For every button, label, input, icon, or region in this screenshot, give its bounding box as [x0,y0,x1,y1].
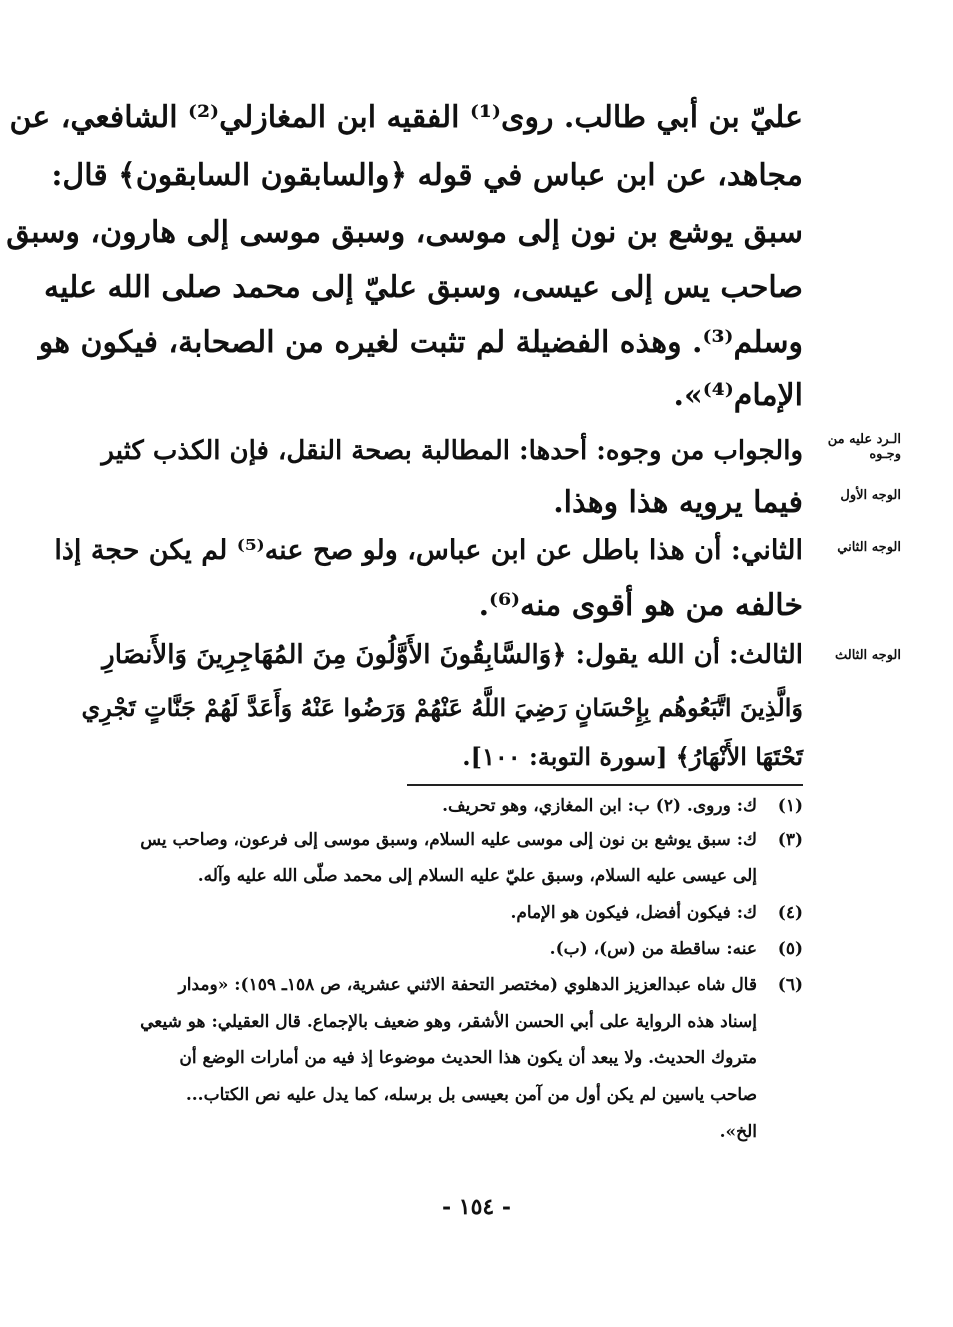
body-line-2: مجاهد، عن ابن عباس في قوله ﴿والسابقون السابقون﴾ قال: [51,158,803,193]
footnote-number: (٦) [777,975,803,995]
body-line-10: خالفه من هو أقوى منه⁽⁶⁾. [478,588,803,623]
footnote-separator [407,784,803,786]
body-line-13: تَحْتَهَا الأَنْهَارُ﴾ [سورة التوبة: ١٠٠]. [462,742,803,771]
footnote-text: إسناد هذه الرواية على أبي الحسن الأشقر، وهو ضعيف بالإجماع. قال العقيلي: هو شيعي [140,1012,757,1032]
body-line-4: صاحب يس إلى عيسى، وسبق عليّ إلى محمد صلى الله عليه [44,270,803,305]
body-line-1: عليّ بن أبي طالب. روى⁽¹⁾ الفقيه ابن المغازلي⁽²⁾ الشافعي، عن [9,100,803,135]
body-line-7: والجواب من وجوه: أحدها: المطالبة بصحة النقل، فإن الكذب كثير [101,436,803,466]
footnote-number: (١) [777,796,803,816]
footnote-text: متروك الحديث. ولا يبعد أن يكون هذا الحديث موضوعا إذ فيه من أمارات الوضع أن [179,1048,757,1068]
margin-note-first-aspect: الوجه الأول [840,488,901,503]
body-line-12: وَالَّذِينَ اتَّبَعُوهُم بِإِحْسَانٍ رَضِيَ اللَّهُ عَنْهُمْ وَرَضُوا عَنْهُ وَأَعَدَّ لَهُمْ جَنَّاتٍ تَجْرِي [81,693,803,722]
body-line-5: وسلم⁽³⁾. وهذه الفضيلة لم تثبت لغيره من الصحابة، فيكون هو [38,325,803,360]
footnote-number: (٤) [777,903,803,923]
footnote-text: ك: فيكون أفضل، فيكون هو الإمام. [510,903,757,923]
margin-note-refutation: الـرد عليه من وجـوه [827,432,901,462]
footnote-text: ك: وروى. (٢) ب: ابن المغازي، وهو تحريف. [442,796,757,816]
margin-note-second-aspect: الوجه الثاني [837,540,901,555]
footnote-text: ك: سبق يوشع بن نون إلى موسى عليه السلام، وسبق موسى إلى فرعون، وصاحب يس [140,830,757,850]
body-line-9: الثاني: أن هذا باطل عن ابن عباس، ولو صح عنه⁽⁵⁾ لم يكن حجة إذا [54,535,803,566]
page-number: - ١٥٤ - [441,1194,512,1220]
margin-note-third-aspect: الوجه الثالث [834,648,901,663]
footnote-text: عنه: ساقطة من (س)، (ب). [549,939,757,959]
footnote-number: (٥) [777,939,803,959]
footnote-text: قال شاه عبدالعزيز الدهلوي (مختصر التحفة الاثني عشرية، ص ١٥٨ـ ١٥٩): «ومدار [178,975,757,995]
footnote-text: إلى عيسى عليه السلام، وسبق عليّ عليه السلام إلى محمد صلّى الله عليه وآله. [197,866,757,886]
body-line-6: الإمام⁽⁴⁾». [673,378,803,413]
footnote-text: الخ». [719,1122,757,1142]
body-line-11: الثالث: أن الله يقول: ﴿وَالسَّابِقُونَ الأَوَّلُونَ مِنَ المُهَاجِرِينَ وَالأَنصَارِ [102,640,803,670]
footnote-number: (٣) [777,830,803,850]
body-line-8: فيما يرويه هذا وهذا. [553,485,803,520]
body-line-3: سبق يوشع بن نون إلى موسى، وسبق موسى إلى هارون، وسبق [6,215,803,250]
footnote-text: صاحب ياسين لم يكن أول من آمن بعيسى بل برسله، كما يدل عليه نص الكتاب... [185,1085,757,1105]
